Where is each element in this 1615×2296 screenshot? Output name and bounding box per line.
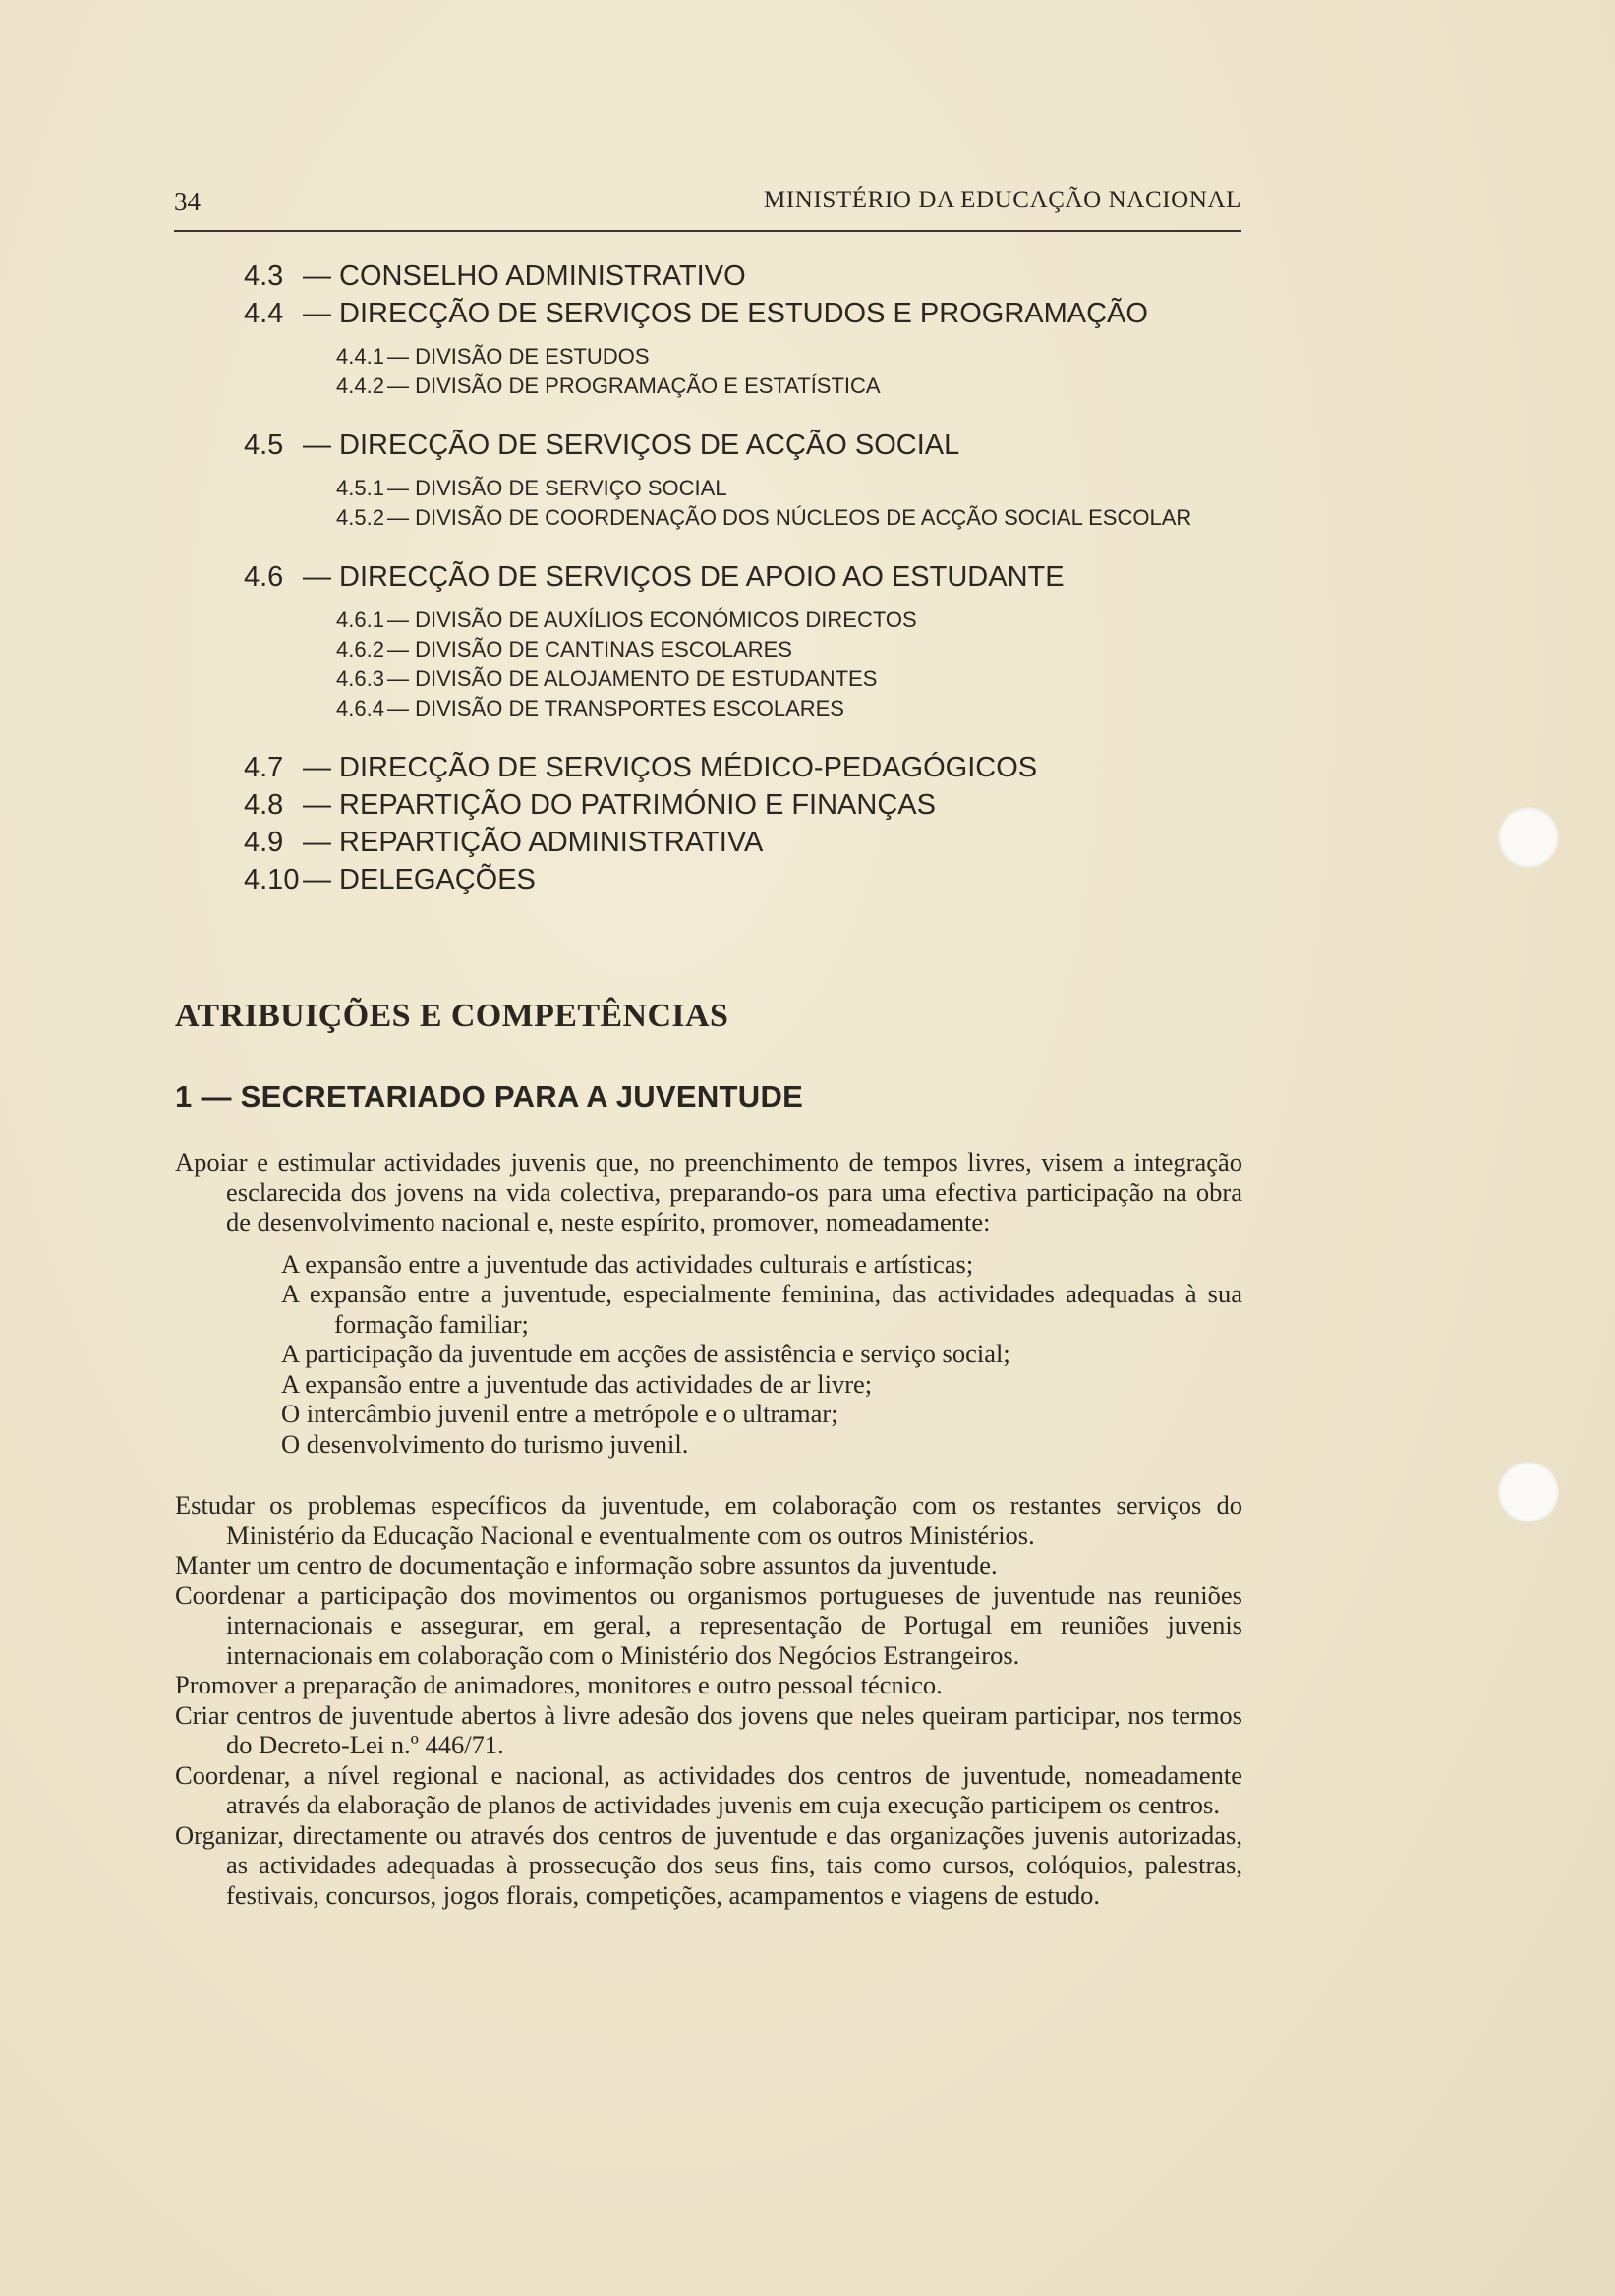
subunit-label: — DIVISÃO DE TRANSPORTES ESCOLARES (387, 696, 844, 720)
subunit (336, 605, 1246, 635)
unit-label: — DIRECÇÃO DE SERVIÇOS DE ESTUDOS E PROGRAMAÇÃO (303, 298, 1148, 329)
subunit (336, 664, 1246, 694)
running-title: MINISTÉRIO DA EDUCAÇÃO NACIONAL (764, 187, 1241, 213)
paragraph: Organizar, directamente ou através dos centros de juventude e das organizações juvenis autorizadas, as actividades adequadas à prossecução dos seus fins, tais como cursos, colóquios, palestras, festivais, concursos, jogos florais, competições, acampamentos e viagens de estudo. (175, 1819, 1242, 1910)
subunit-number: 4.5.1 (336, 476, 384, 500)
subunit-list (336, 342, 1246, 401)
punch-hole (1498, 1462, 1559, 1522)
subunit-number: 4.6.2 (336, 637, 384, 661)
subunit-label: — DIVISÃO DE AUXÍLIOS ECONÓMICOS DIRECTOS (387, 607, 917, 632)
list-item: A expansão entre a juventude, especialmente feminina, das actividades adequadas à sua formação familiar; (281, 1279, 1242, 1339)
unit-number: 4.6 (244, 561, 284, 593)
unit-label: — CONSELHO ADMINISTRATIVO (303, 260, 746, 292)
unit-label: — REPARTIÇÃO ADMINISTRATIVA (303, 827, 764, 858)
outline-unit (244, 558, 1246, 596)
unit-label: — DIRECÇÃO DE SERVIÇOS MÉDICO-PEDAGÓGICOS (303, 752, 1038, 783)
list-item: A participação da juventude em acções de assistência e serviço social; (281, 1339, 1010, 1368)
page-header (174, 187, 1241, 232)
unit-label: — REPARTIÇÃO DO PATRIMÓNIO E FINANÇAS (303, 789, 936, 821)
outline-unit (244, 427, 1246, 464)
subunit (336, 635, 1246, 664)
subunit-number: 4.6.1 (336, 607, 384, 632)
unit-label: — DIRECÇÃO DE SERVIÇOS DE APOIO AO ESTUDANTE (303, 561, 1065, 593)
unit-label: — DELEGAÇÕES (303, 864, 536, 895)
outline-unit (244, 786, 1246, 824)
subunit (336, 342, 1246, 372)
unit-number: 4.10 (244, 864, 300, 895)
subunit-label: — DIVISÃO DE SERVIÇO SOCIAL (387, 476, 727, 500)
subunit-label: — DIVISÃO DE ESTUDOS (387, 344, 650, 369)
subunit (336, 372, 1246, 401)
section-title: ATRIBUIÇÕES E COMPETÊNCIAS (175, 998, 729, 1034)
intro-paragraph: Apoiar e estimular actividades juvenis que, no preenchimento de tempos livres, visem a integração esclarecida dos jovens na vida colectiva, preparando-os para uma efectiva participação na obra de desenvolvimento nacional e, neste espírito, promover, nomeadamente: (175, 1147, 1242, 1236)
outline-unit (244, 824, 1246, 861)
paragraph: Criar centros de juventude abertos à livre adesão dos jovens que neles queiram participar, nos termos do Decreto-Lei n.º 446/71. (175, 1699, 1242, 1759)
punch-hole (1498, 807, 1559, 868)
subunit-number: 4.6.3 (336, 666, 384, 691)
subunit-list (336, 605, 1246, 723)
page-number: 34 (174, 187, 201, 216)
unit-number: 4.3 (244, 260, 284, 292)
paragraph: Estudar os problemas específicos da juventude, em colaboração com os restantes serviços do Ministério da Educação Nacional e eventualmente com os outros Ministérios. (175, 1490, 1242, 1550)
subunit (336, 694, 1246, 723)
unit-number: 4.8 (244, 789, 284, 821)
outline-unit (244, 749, 1246, 786)
organisation-outline (244, 258, 1246, 898)
outline-unit (244, 861, 1246, 898)
unit-number: 4.5 (244, 430, 284, 461)
outline-unit (244, 258, 1246, 295)
list-item: O desenvolvimento do turismo juvenil. (281, 1428, 689, 1459)
subunit (336, 474, 1246, 503)
subunit (336, 503, 1246, 533)
paragraph: Promover a preparação de animadores, monitores e outro pessoal técnico. (175, 1670, 943, 1699)
subsection-title: 1 — SECRETARIADO PARA A JUVENTUDE (175, 1079, 804, 1114)
unit-number: 4.4 (244, 298, 284, 329)
subunit-number: 4.4.2 (336, 373, 384, 398)
list-item: A expansão entre a juventude das actividades culturais e artísticas; (281, 1248, 974, 1279)
paragraph: Coordenar a participação dos movimentos ou organismos portugueses de juventude nas reuniões internacionais e assegurar, em geral, a representação de Portugal em reuniões juvenis internacionais em colaboração com o Ministério dos Negócios Estrangeiros. (175, 1579, 1242, 1670)
unit-number: 4.9 (244, 827, 284, 858)
subunit-label: — DIVISÃO DE PROGRAMAÇÃO E ESTATÍSTICA (387, 373, 881, 398)
subunit-label: — DIVISÃO DE ALOJAMENTO DE ESTUDANTES (387, 666, 878, 691)
list-item: O intercâmbio juvenil entre a metrópole e o ultramar; (281, 1399, 838, 1428)
subunit-list (336, 474, 1246, 533)
body-text (175, 1147, 1242, 1910)
subunit-label: — DIVISÃO DE CANTINAS ESCOLARES (387, 637, 792, 661)
subunit-label: — DIVISÃO DE COORDENAÇÃO DOS NÚCLEOS DE ACÇÃO SOCIAL ESCOLAR (387, 505, 1192, 530)
subunit-number: 4.5.2 (336, 505, 384, 530)
subunit-number: 4.4.1 (336, 344, 384, 369)
unit-label: — DIRECÇÃO DE SERVIÇOS DE ACÇÃO SOCIAL (303, 430, 960, 461)
objectives-list (281, 1249, 1242, 1460)
outline-unit (244, 295, 1246, 332)
unit-number: 4.7 (244, 752, 284, 783)
paragraph: Coordenar, a nível regional e nacional, as actividades dos centros de juventude, nomeadamente através da elaboração de planos de actividades juvenis em cuja execução participem os centros. (175, 1759, 1242, 1819)
subunit-number: 4.6.4 (336, 696, 384, 720)
paragraph: Manter um centro de documentação e informação sobre assuntos da juventude. (175, 1550, 998, 1579)
list-item: A expansão entre a juventude das actividades de ar livre; (281, 1368, 873, 1399)
